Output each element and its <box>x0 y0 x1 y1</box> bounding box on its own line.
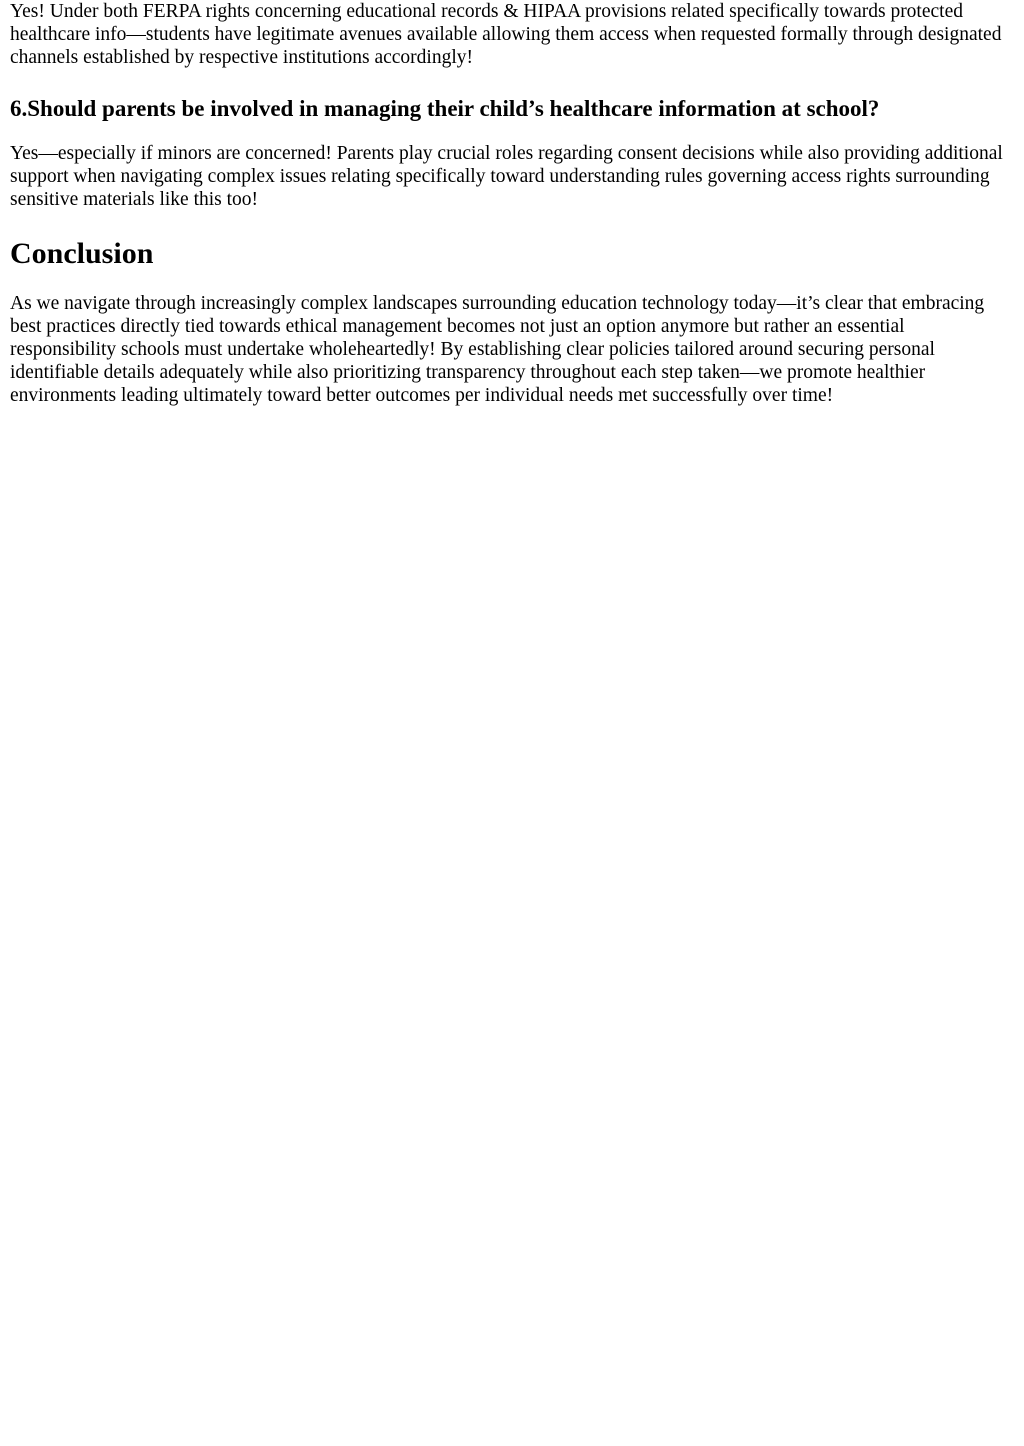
article-body <box>0 0 1024 407</box>
faq-answer-parents-involvement: Yes—especially if minors are concerned! Parents play crucial roles regarding consent decisions while also providing additional support when navigating complex issues relating specifically toward understanding rules governing access rights surrounding sensitive materials like this too! <box>10 143 1003 210</box>
faq-heading-parents-involvement: 6.Should parents be involved in managing their child’s healthcare information at school? <box>10 96 880 121</box>
conclusion-paragraph: As we navigate through increasingly complex landscapes surrounding education technology today—it’s clear that embracing best practices directly tied towards ethical management becomes not just an option anymore but rather an essential responsibility schools must undertake wholeheartedly! By establishing clear policies tailored around securing personal identifiable details adequately while also prioritizing transparency throughout each step taken—we promote healthier environments leading ultimately toward better outcomes per individual needs met successfully over time! <box>10 293 985 406</box>
conclusion-heading: Conclusion <box>10 237 154 270</box>
answer-paragraph: Yes! Under both FERPA rights concerning educational records & HIPAA provisions related specifically towards protected healthcare info—students have legitimate avenues available allowing them access when requested formally through designated channels established by respective institutions accordingly! <box>10 1 1002 68</box>
